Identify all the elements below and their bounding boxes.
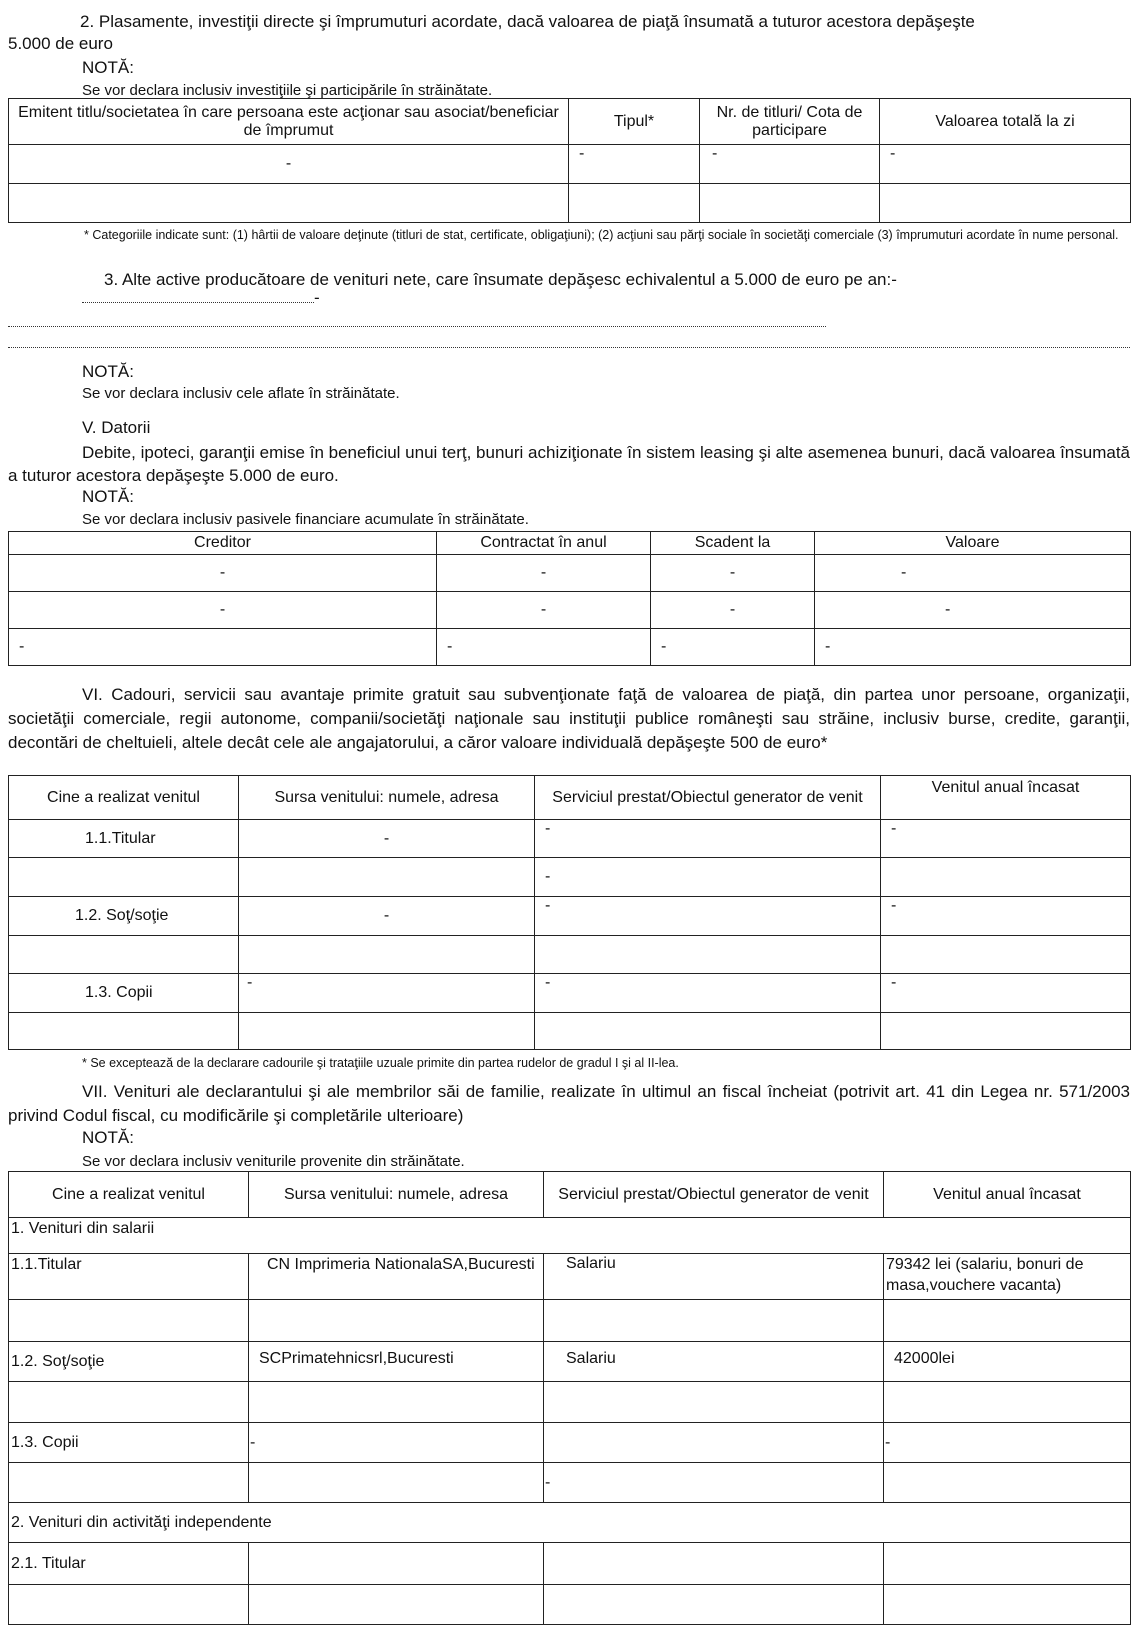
col-header-contractat: Contractat în anul	[437, 532, 651, 555]
table-cell: -	[535, 974, 881, 1013]
table-row	[9, 858, 1131, 897]
table-cell: -	[535, 897, 881, 936]
sec2-heading-line1: 2. Plasamente, investiţii directe şi împrumuturi acordate, dacă valoarea de piaţă însumată a tuturor acestora depăşeşte	[80, 12, 975, 31]
table-cell	[9, 1463, 249, 1503]
col-header-valoarea: Valoarea totală la zi	[880, 99, 1131, 145]
table-cell: -	[9, 592, 437, 629]
table-cell	[249, 1382, 544, 1423]
col-header-nr-titluri: Nr. de titluri/ Cota de participare	[700, 99, 880, 145]
group-label: 1. Venituri din salarii	[9, 1218, 1131, 1254]
sec2-nota-label: NOTĂ:	[82, 58, 134, 77]
table-cell	[544, 1585, 884, 1625]
table-cell	[881, 858, 1131, 897]
table-cell: 1.1.Titular	[9, 820, 239, 858]
sec3-nota-text: Se vor declara inclusiv cele aflate în străinătate.	[82, 385, 400, 402]
table-cell	[700, 184, 880, 223]
table-cell: CN Imprimeria NationalaSA,Bucuresti	[249, 1254, 544, 1300]
table-cell	[249, 1300, 544, 1342]
table-row	[9, 1342, 1131, 1382]
table-cell	[544, 1382, 884, 1423]
sec2-footnote: * Categoriile indicate sunt: (1) hârtii de valoare deţinute (titluri de stat, certificate, obligaţiuni); (2) acţiuni sau părţi sociale în societăţi comerciale (3) împrumuturi acordate în nume personal.	[84, 228, 1119, 242]
table-header-row	[9, 1172, 1131, 1218]
table-row	[9, 1300, 1131, 1342]
table-cell: 1.2. Soţ/soţie	[9, 1342, 249, 1382]
table-cell: -	[239, 897, 535, 936]
table-cell	[9, 936, 239, 974]
table-cell: 1.1.Titular	[9, 1254, 249, 1300]
table-header-row	[9, 532, 1131, 555]
table-row	[9, 1543, 1131, 1585]
table-row	[9, 897, 1131, 936]
col-header-venitul: Venitul anual încasat	[881, 776, 1131, 820]
table-cell	[884, 1543, 1131, 1585]
sec5-text: Debite, ipoteci, garanţii emise în beneficiul unui terţ, bunuri achiziţionate în sistem leasing şi alte asemenea bunuri, dacă valoarea însumată a tuturor acestora depăşeşte 5.000 de euro.	[8, 443, 1130, 485]
table-row	[9, 629, 1131, 666]
table-header-row	[9, 99, 1131, 145]
table-cell: -	[815, 555, 1131, 592]
dotted-line	[8, 326, 826, 327]
table-cell: -	[884, 1423, 1131, 1463]
table-cell	[569, 184, 700, 223]
table-cell: -	[239, 820, 535, 858]
col-header-cine: Cine a realizat venitul	[9, 1172, 249, 1218]
col-header-creditor: Creditor	[9, 532, 437, 555]
table-cell: 2.1. Titular	[9, 1543, 249, 1585]
table-cell	[239, 1013, 535, 1050]
table-cell: 42000lei	[884, 1342, 1131, 1382]
table-cell: -	[651, 592, 815, 629]
table-row	[9, 1382, 1131, 1423]
sec5-title: V. Datorii	[82, 418, 151, 437]
table-cell: -	[881, 820, 1131, 858]
group-row-salarii	[9, 1218, 1131, 1254]
table-cell	[9, 858, 239, 897]
table-cell: -	[544, 1463, 884, 1503]
table-cell	[239, 858, 535, 897]
sec3-nota-label: NOTĂ:	[82, 362, 134, 381]
table-cell: -	[815, 592, 1131, 629]
table-cell: -	[881, 974, 1131, 1013]
table-cell: 1.2. Soţ/soţie	[9, 897, 239, 936]
sec7-nota-label: NOTĂ:	[82, 1128, 134, 1147]
col-header-serviciul: Serviciul prestat/Obiectul generator de venit	[544, 1172, 884, 1218]
table-cell: -	[569, 145, 700, 184]
sec6-text: VI. Cadouri, servicii sau avantaje primite gratuit sau subvenţionate faţă de valoarea de piaţă, din partea unor persoane, organizaţii, societăţii comerciale, regii autonome, companii/societăţi naţionale sau instituţii publice româneşti sau străine, inclusiv burse, credite, garanţii, decontări de cheltuieli, altele decât cele ale angajatorului, a căror valoare individuală depăşeşte 500 de euro*	[8, 685, 1130, 752]
table-cell: -	[9, 629, 437, 666]
table-cell: 1.3. Copii	[9, 974, 239, 1013]
table-cell: Salariu	[544, 1342, 884, 1382]
table-cell	[535, 1013, 881, 1050]
table-cell	[9, 184, 569, 223]
table-cell: -	[9, 145, 569, 184]
group-label: 2. Venituri din activităţi independente	[9, 1503, 1131, 1543]
table-cell: 79342 lei (salariu, bonuri de masa,vouchere vacanta)	[884, 1254, 1131, 1300]
col-header-emitent: Emitent titlu/societatea în care persoana este acţionar sau asociat/beneficiar de împrumut	[9, 99, 569, 145]
table-cell: -	[881, 897, 1131, 936]
dotted-line	[8, 347, 1130, 348]
col-header-scadent: Scadent la	[651, 532, 815, 555]
table-row	[9, 145, 1131, 184]
table-cell	[249, 1543, 544, 1585]
table-cell: -	[239, 974, 535, 1013]
sec7-nota-text: Se vor declara inclusiv veniturile provenite din străinătate.	[82, 1153, 465, 1170]
table-cell: -	[880, 145, 1131, 184]
table-cell	[884, 1382, 1131, 1423]
table-cell: -	[651, 629, 815, 666]
col-header-sursa: Sursa venitului: numele, adresa	[239, 776, 535, 820]
table-cell	[9, 1013, 239, 1050]
table-cell: -	[535, 858, 881, 897]
investments-table	[8, 98, 1131, 223]
col-header-sursa: Sursa venitului: numele, adresa	[249, 1172, 544, 1218]
sec5-nota-text: Se vor declara inclusiv pasivele financiare acumulate în străinătate.	[82, 511, 529, 528]
col-header-venitul: Venitul anual încasat	[884, 1172, 1131, 1218]
table-cell: SCPrimatehnicsrl,Bucuresti	[249, 1342, 544, 1382]
table-row	[9, 555, 1131, 592]
table-cell: -	[535, 820, 881, 858]
col-header-serviciul: Serviciul prestat/Obiectul generator de venit	[535, 776, 881, 820]
table-row	[9, 1585, 1131, 1625]
table-row	[9, 974, 1131, 1013]
table-cell: 1.3. Copii	[9, 1423, 249, 1463]
col-header-valoare: Valoare	[815, 532, 1131, 555]
table-row	[9, 1013, 1131, 1050]
col-header-cine: Cine a realizat venitul	[9, 776, 239, 820]
sec5-nota-label: NOTĂ:	[82, 487, 134, 506]
table-cell: -	[9, 555, 437, 592]
col-header-tipul: Tipul*	[569, 99, 700, 145]
gifts-table	[8, 775, 1131, 1050]
sec2-heading-line2: 5.000 de euro	[8, 34, 113, 53]
table-cell: -	[437, 555, 651, 592]
table-cell	[249, 1585, 544, 1625]
table-cell	[239, 936, 535, 974]
table-cell	[881, 936, 1131, 974]
table-cell	[544, 1423, 884, 1463]
dotted-line	[82, 302, 314, 303]
table-cell	[884, 1585, 1131, 1625]
table-cell	[884, 1463, 1131, 1503]
table-cell: Salariu	[544, 1254, 884, 1300]
table-row	[9, 1423, 1131, 1463]
table-cell	[544, 1300, 884, 1342]
table-cell	[9, 1300, 249, 1342]
table-cell: -	[651, 555, 815, 592]
table-cell	[881, 1013, 1131, 1050]
table-cell: -	[437, 592, 651, 629]
table-cell	[249, 1463, 544, 1503]
table-cell	[544, 1543, 884, 1585]
table-row	[9, 592, 1131, 629]
table-cell	[884, 1300, 1131, 1342]
table-row	[9, 936, 1131, 974]
sec3-heading: 3. Alte active producătoare de venituri nete, care însumate depăşesc echivalentul a 5.000 de euro pe an:-	[104, 270, 897, 289]
table-cell: -	[249, 1423, 544, 1463]
table-cell: -	[437, 629, 651, 666]
sec7-text: VII. Venituri ale declarantului şi ale membrilor săi de familie, realizate în ultimul an fiscal încheiat (potrivit art. 41 din Legea nr. 571/2003 privind Codul fiscal, cu modificările şi completările ulterioare)	[8, 1082, 1130, 1125]
table-cell: -	[700, 145, 880, 184]
sec6-footnote: * Se exceptează de la declarare cadourile şi trataţiile uzuale primite din partea rudelor de gradul I şi al II-lea.	[82, 1056, 679, 1070]
table-row	[9, 184, 1131, 223]
table-header-row	[9, 776, 1131, 820]
debts-table	[8, 531, 1131, 666]
table-cell	[9, 1382, 249, 1423]
sec3-dash: -	[314, 288, 320, 307]
table-cell	[535, 936, 881, 974]
table-cell	[9, 1585, 249, 1625]
table-cell: -	[815, 629, 1131, 666]
table-row	[9, 1463, 1131, 1503]
table-row	[9, 1254, 1131, 1300]
group-row-independente	[9, 1503, 1131, 1543]
table-row	[9, 820, 1131, 858]
income-table	[8, 1171, 1131, 1625]
sec2-nota-text: Se vor declara inclusiv investiţiile şi participările în străinătate.	[82, 82, 493, 99]
table-cell	[880, 184, 1131, 223]
